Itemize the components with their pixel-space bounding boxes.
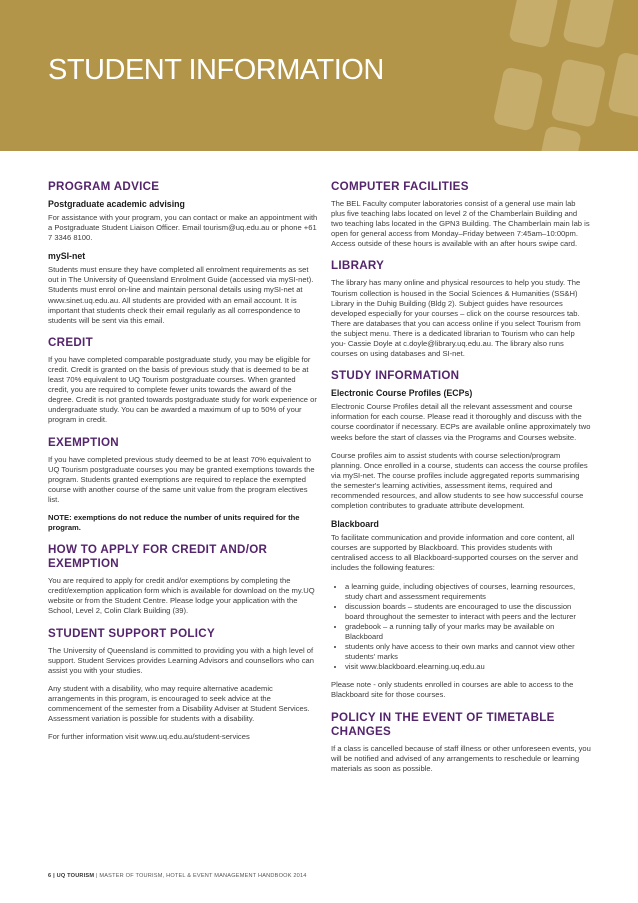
paragraph: Students must ensure they have completed all enrolment requirements as set out in The University of Queensland Enrolment Guide (accessed via mySI-net). Students must enrol on-line and maintain personal details using mySI-net at www.sinet.uq.edu.au. All students are provided with an email account. It is important that students check their email regularly as all correspondence to students will be sent via this email.: [48, 265, 314, 325]
header-banner: [0, 0, 638, 151]
subheading: mySI-net: [48, 251, 86, 262]
left-column: [48, 180, 318, 752]
paragraph: Please note - only students enrolled in courses are able to access to the Blackboard site for those courses.: [331, 680, 574, 700]
section-heading: LIBRARY: [331, 259, 385, 273]
section-heading: EXEMPTION: [48, 435, 119, 449]
footer-text: | MASTER OF TOURISM, HOTEL & EVENT MANAGEMENT HANDBOOK 2014: [94, 873, 307, 879]
library-section: [331, 259, 591, 359]
list-item: • discussion boards – students are encouraged to use the discussion board throughout the semester to interact with peers and the lecturer: [345, 602, 591, 622]
paragraph: For further information visit www.uq.edu.au/student-services: [48, 732, 250, 742]
credit-section: [48, 336, 318, 426]
paragraph: The library has many online and physical resources to help you study. The Tourism collection is housed in the Social Sciences & Humanities (SS&H) Library in the Duhig Building (Bldg 2). Subject guides have resources developed especially for your courses – click on the course resources tab. There are databases that you can access online if you select Tourism from the subject menu. There is a dedicated librarian to Tourism who can help you- Cassie Doyle at c.doyle@library.uq.edu.au. The library also runs courses on using databases and SI-net.: [331, 278, 581, 359]
list-item: • gradebook – a running tally of your marks may be available on Blackboard: [345, 622, 591, 642]
page-title: STUDENT INFORMATION: [48, 54, 384, 86]
paragraph: Course profiles aim to assist students with course selection/program planning. Once enrolled in a course, students can access the course profiles via mySI-net. The course profiles include aggregated reports summarising the semester's learning activities, assessment items, required and recommended resources, and allow students to see how successful course completion contributes to graduate attribute development.: [331, 450, 588, 511]
section-heading: COMPUTER FACILITIES: [331, 180, 469, 193]
section-heading: PROGRAM ADVICE: [48, 180, 160, 193]
paragraph: Electronic Course Profiles detail all the relevant assessment and course information for each course. Please read it thoroughly and discuss with the course coordinator if necessary. ECPs are available online approximately two weeks before the start of classes via the Programs and Courses website.: [331, 402, 591, 442]
paragraph: If you have completed comparable postgraduate study, you may be eligible for credit. Credit is granted on the basis of previous study that is deemed to be at least 70% equivalent to UQ Tourism postgraduate courses. When granted credit, you are required to complete fewer units towards the award of the degree. Credit is not granted towards postgraduate study for work experience or undergraduate study. You can be awarded a maximum of up to 50% of your program in credit.: [48, 354, 317, 425]
paragraph: The University of Queensland is committed to providing you with a high level of support. Student Services provides Learning Advisors and counsellors who can assist you with your studies.: [48, 645, 314, 675]
paragraph: You are required to apply for credit and/or exemptions by completing the credit/exemption application form which is available for download on the my.UQ website or from the Student Centre. Please lodge your application with the School, Level 2, Colin Clark Building (39).: [48, 576, 315, 616]
list-item: • a learning guide, including objectives of courses, learning resources, study chart and assessment requirements: [345, 582, 591, 602]
exemption-section: [48, 436, 318, 534]
paragraph: For assistance with your program, you can contact or make an appointment with a Postgraduate Student Liaison Officer. Email tourism@uq.edu.au or phone +61 7 3346 8100.: [48, 213, 318, 243]
note: NOTE: exemptions do not reduce the number of units required for the program.: [48, 512, 300, 533]
computer-section: [331, 180, 591, 249]
subheading: Postgraduate academic advising: [48, 199, 185, 209]
feature-list: [331, 582, 591, 673]
program-advice-section: [48, 180, 318, 326]
paragraph: If a class is cancelled because of staff illness or other unforeseen events, you will be notified and advised of any arrangements to reschedule or learning materials as soon as possible.: [331, 743, 591, 773]
study-section: [331, 369, 591, 700]
section-heading: POLICY IN THE EVENT OF TIMETABLE CHANGES: [331, 710, 555, 738]
decorative-pattern-icon: [438, 0, 638, 151]
list-item: • students only have access to their own marks and cannot view other students' marks: [345, 642, 591, 662]
section-heading: STUDY INFORMATION: [331, 369, 460, 383]
subheading: Blackboard: [331, 519, 379, 530]
paragraph: Any student with a disability, who may require alternative academic arrangements in this program, is encouraged to seek advice at the commencement of the semester from a Disability Adviser at Student Services. Assessment variation is possible for students with a disability.: [48, 683, 310, 724]
section-heading: HOW TO APPLY FOR CREDIT AND/OR EXEMPTION: [48, 543, 268, 571]
page-number: 6 | UQ TOURISM: [48, 873, 95, 879]
section-heading: STUDENT SUPPORT POLICY: [48, 626, 215, 640]
apply-section: [48, 543, 318, 616]
list-item: • visit www.blackboard.elearning.uq.edu.au: [345, 662, 591, 672]
paragraph: If you have completed previous study deemed to be at least 70% equivalent to UQ Tourism postgraduate courses you may be granted exemptions towards the program. Students granted exemptions are required to replace the exempted course with another course of the same unit value from the program electives list.: [48, 454, 315, 504]
paragraph: To facilitate communication and provide information and core content, all courses are supported by Blackboard. This provides students with centralised access to all Blackboard-supported courses on the server and includes the following features:: [331, 533, 578, 573]
subheading: Electronic Course Profiles (ECPs): [331, 388, 473, 399]
page-footer: [48, 873, 307, 879]
right-column: [331, 180, 591, 784]
timetable-section: [331, 711, 591, 774]
support-section: [48, 627, 318, 743]
paragraph: The BEL Faculty computer laboratories consist of a general use main lab plus five teaching labs located on level 2 of the Chamberlain Building and two teaching labs located in the GPN3 Building. The Chamberlain main lab is open for general access from Monday–Friday between 7:45am–10:00pm. Access outside of these hours is available with an after hours swipe card.: [331, 199, 590, 249]
section-heading: CREDIT: [48, 335, 93, 349]
